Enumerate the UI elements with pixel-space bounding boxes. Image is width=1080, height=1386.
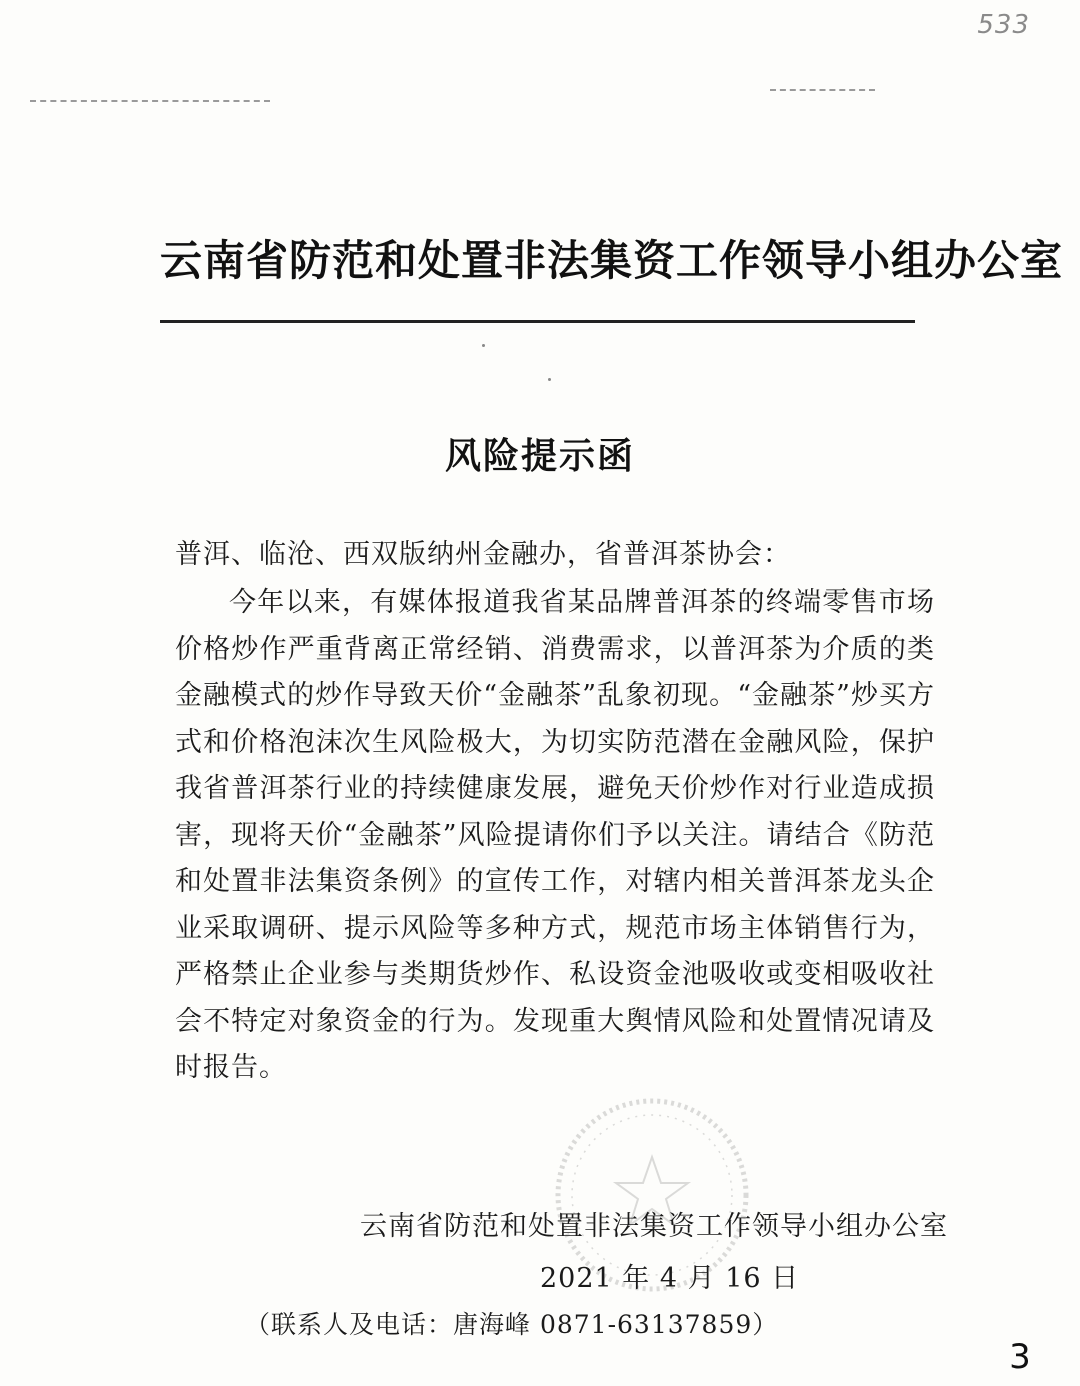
scan-speck xyxy=(548,378,551,381)
scan-speck xyxy=(482,344,485,347)
document-title: 风险提示函 xyxy=(444,436,635,477)
scan-dash-right xyxy=(770,89,875,91)
page-number: 3 xyxy=(1009,1337,1031,1377)
scan-dash-left xyxy=(30,100,270,102)
signature-date: 2021 年 4 月 16 日 xyxy=(540,1263,800,1294)
contact-line: （联系人及电话：唐海峰 0871-63137859） xyxy=(245,1310,779,1339)
letterhead-rule xyxy=(160,320,915,323)
body-paragraph: 今年以来，有媒体报道我省某品牌普洱茶的终端零售市场价格炒作严重背离正常经销、消费需求，以普洱茶为介质的类金融模式的炒作导致天价“金融茶”乱象初现。“金融茶”炒买方式和价格泡沫次生风险极大，为切实防范潜在金融风险，保护我省普洱茶行业的持续健康发展，避免天价炒作对行业造成损害，现将天价“金融茶”风险提请你们予以关注。请结合《防范和处置非法集资条例》的宣传工作，对辖内相关普洱茶龙头企业采取调研、提示风险等多种方式，规范市场主体销售行为，严格禁止企业参与类期货炒作、私设资金池吸收或变相吸收社会不特定对象资金的行为。发现重大舆情风险和处置情况请及时报告。 xyxy=(175,587,935,1083)
handwritten-note: 533 xyxy=(977,10,1030,40)
letterhead-title: 云南省防范和处置非法集资工作领导小组办公室 xyxy=(160,236,1064,285)
signature-organization: 云南省防范和处置非法集资工作领导小组办公室 xyxy=(360,1211,948,1242)
recipient-line: 普洱、临沧、西双版纳州金融办，省普洱茶协会： xyxy=(175,539,791,570)
